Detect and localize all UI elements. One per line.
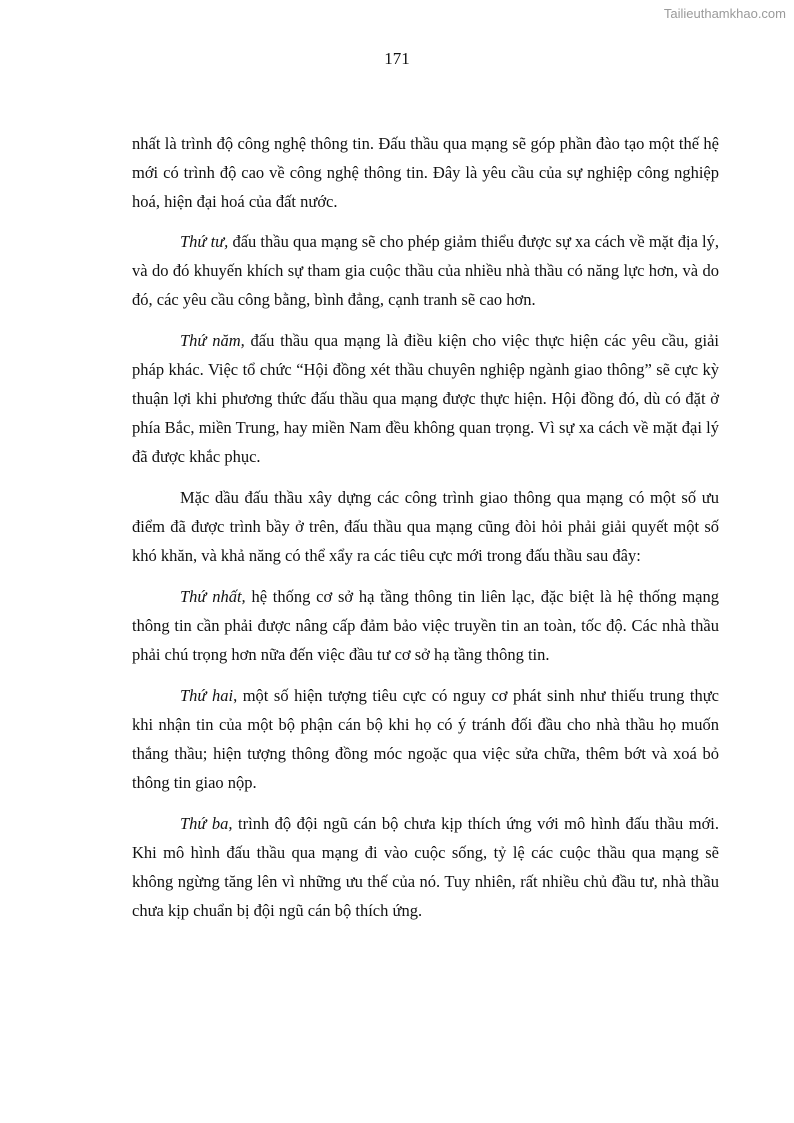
paragraph-lead: Thứ nhất, xyxy=(180,587,246,606)
paragraph-text: đấu thầu qua mạng sẽ cho phép giảm thiểu được sự xa cách về mặt địa lý, và do đó khuyến khích sự tham gia cuộc thầu của nhiều nhà thầu có năng lực hơn, và do đó, các yêu cầu công bằng, bình đẳng, cạnh tranh sẽ cao hơn. xyxy=(132,232,720,309)
document-body xyxy=(132,129,719,937)
paragraph-6 xyxy=(132,681,719,797)
paragraph-5 xyxy=(132,582,719,669)
paragraph-3 xyxy=(132,326,719,471)
watermark: Tailieuthamkhao.com xyxy=(663,6,786,21)
paragraph-text: trình độ đội ngũ cán bộ chưa kịp thích ứng với mô hình đấu thầu mới. Khi mô hình đấu thầu qua mạng đi vào cuộc sống, tỷ lệ các cuộc thầu qua mạng sẽ không ngừng tăng lên vì những ưu thế của nó. Tuy nhiên, rất nhiều chủ đầu tư, nhà thầu chưa kịp chuẩn bị đội ngũ cán bộ thích ứng. xyxy=(132,814,719,920)
paragraph-lead: Thứ năm, xyxy=(180,331,245,350)
paragraph-text: hệ thống cơ sở hạ tầng thông tin liên lạc, đặc biệt là hệ thống mạng thông tin cần phải được nâng cấp đảm bảo việc truyền tin an toàn, tốc độ. Các nhà thầu phải chú trọng hơn nữa đến việc đầu tư cơ sở hạ tầng thông tin. xyxy=(132,587,719,664)
paragraph-1 xyxy=(132,129,719,216)
page-number: 171 xyxy=(384,49,410,68)
paragraph-7 xyxy=(132,809,719,925)
paragraph-text: , một số hiện tượng tiêu cực có nguy cơ phát sinh như thiếu trung thực khi nhận tin của một bộ phận cán bộ khi họ có ý tránh đối đầu cho nhà thầu họ muốn thắng thầu; hiện tượng thông đồng móc ngoặc qua việc sửa chữa, thêm bớt và xoá bỏ thông tin giao nộp. xyxy=(132,686,720,792)
paragraph-lead: Thứ hai xyxy=(180,686,234,705)
paragraph-text: Mặc dầu đấu thầu xây dựng các công trình giao thông qua mạng có một số ưu điểm đã được trình bầy ở trên, đấu thầu qua mạng cũng đòi hỏi phải giải quyết một số khó khăn, và khả năng có thể xẩy ra các tiêu cực mới trong đấu thầu sau đây: xyxy=(132,488,719,565)
paragraph-2 xyxy=(132,227,719,314)
paragraph-lead: Thứ ba, xyxy=(180,814,233,833)
paragraph-lead: Thứ tư, xyxy=(180,232,229,251)
paragraph-text: nhất là trình độ công nghệ thông tin. Đấu thầu qua mạng sẽ góp phần đào tạo một thế hệ mới có trình độ cao về công nghệ thông tin. Đây là yêu cầu của sự nghiệp công nghiệp hoá, hiện đại hoá của đất nước. xyxy=(132,134,719,211)
paragraph-4 xyxy=(132,483,719,570)
paragraph-text: đấu thầu qua mạng là điều kiện cho việc thực hiện các yêu cầu, giải pháp khác. Việc tổ chức “Hội đồng xét thầu chuyên nghiệp ngành giao thông” sẽ cực kỳ thuận lợi khi phương thức đấu thầu qua mạng được thực hiện. Hội đồng đó, dù có đặt ở phía Bắc, miền Trung, hay miền Nam đều không quan trọng. Vì sự xa cách về mặt đại lý đã được khắc phục. xyxy=(132,331,719,466)
